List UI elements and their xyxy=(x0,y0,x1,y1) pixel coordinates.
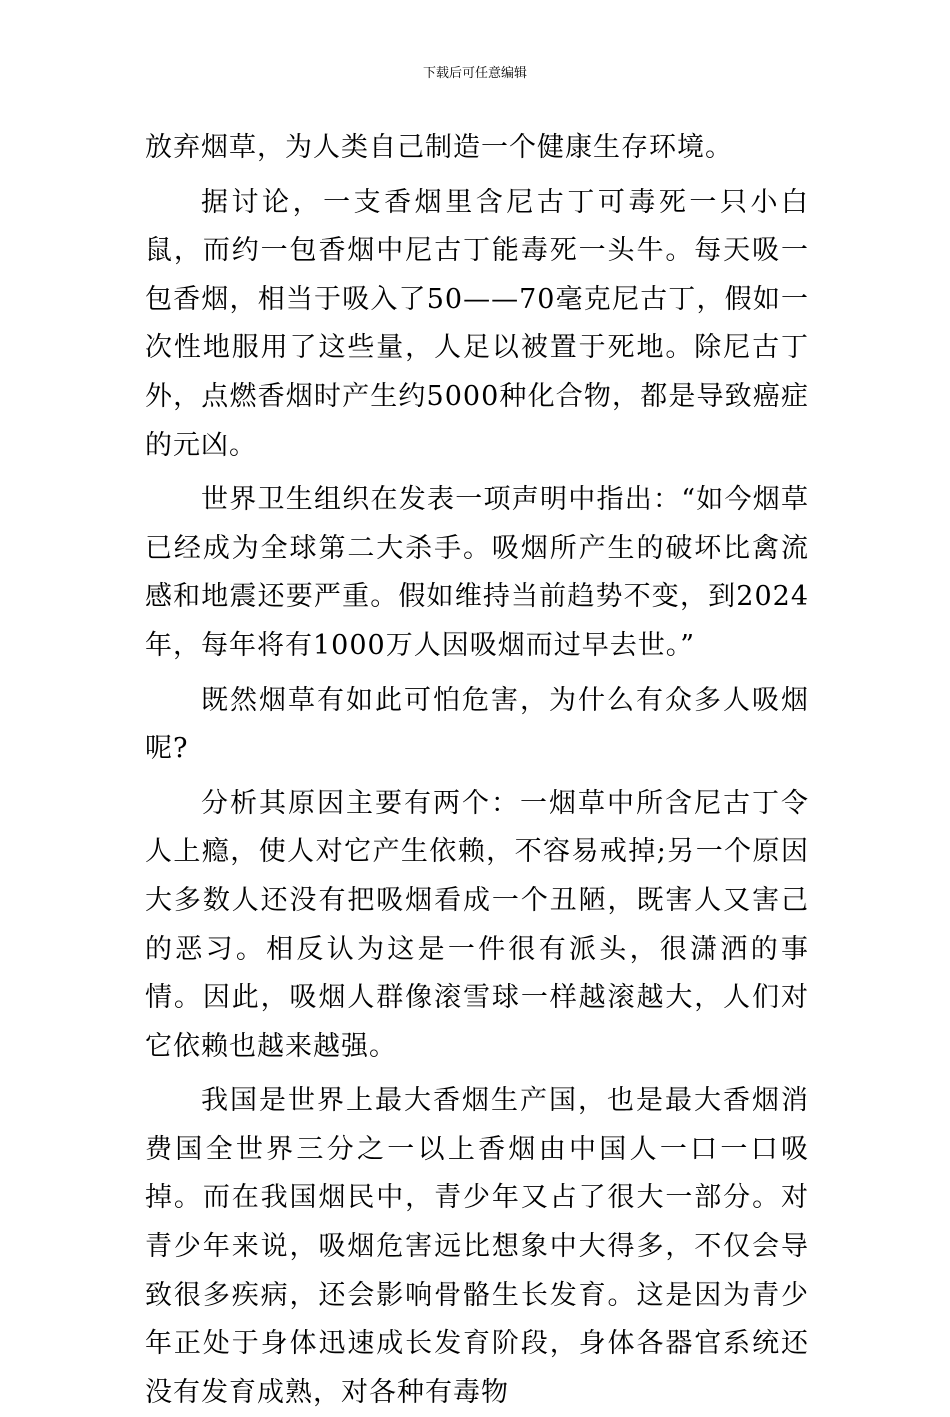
header-note: 下载后可任意编辑 xyxy=(422,66,527,81)
paragraph-nicotine: 据讨论，一支香烟里含尼古丁可毒死一只小白鼠，而约一包香烟中尼古丁能毒死一头牛。每天吸一包香烟，相当于吸入了50——70毫克尼古丁，假如一次性地服用了这些量，人足以被置于死地。除尼古丁外，点燃香烟时产生约5000种化合物，都是导致癌症的元凶。 xyxy=(145,186,809,461)
paragraph-question: 既然烟草有如此可怕危害，为什么有众多人吸烟呢? xyxy=(145,684,809,765)
paragraph-china-youth: 我国是世界上最大香烟生产国，也是最大香烟消费国全世界三分之一以上香烟由中国人一口一口吸掉。而在我国烟民中，青少年又占了很大一部分。对青少年来说，吸烟危害远比想象中大得多，不仅会导致很多疾病，还会影响骨骼生长发育。这是因为青少年正处于身体迅速成长发育阶段，身体各器官系统还没有发育成熟，对各种有毒物 xyxy=(145,1085,809,1408)
paragraph-continuation: 放弃烟草，为人类自己制造一个健康生存环境。 xyxy=(145,132,733,163)
paragraph-reasons: 分析其原因主要有两个：一烟草中所含尼古丁令人上瘾，使人对它产生依赖，不容易戒掉;另一个原因大多数人还没有把吸烟看成一个丑陋，既害人又害己的恶习。相反认为这是一件很有派头，很潇洒的事情。因此，吸烟人群像滚雪球一样越滚越大，人们对它依赖也越来越强。 xyxy=(145,787,809,1062)
document-body xyxy=(145,124,809,1417)
paragraph-who-statement: 世界卫生组织在发表一项声明中指出：“如今烟草已经成为全球第二大杀手。吸烟所产生的破坏比禽流感和地震还要严重。假如维持当前趋势不变，到2024年，每年将有1000万人因吸烟而过早去世。” xyxy=(145,484,809,661)
